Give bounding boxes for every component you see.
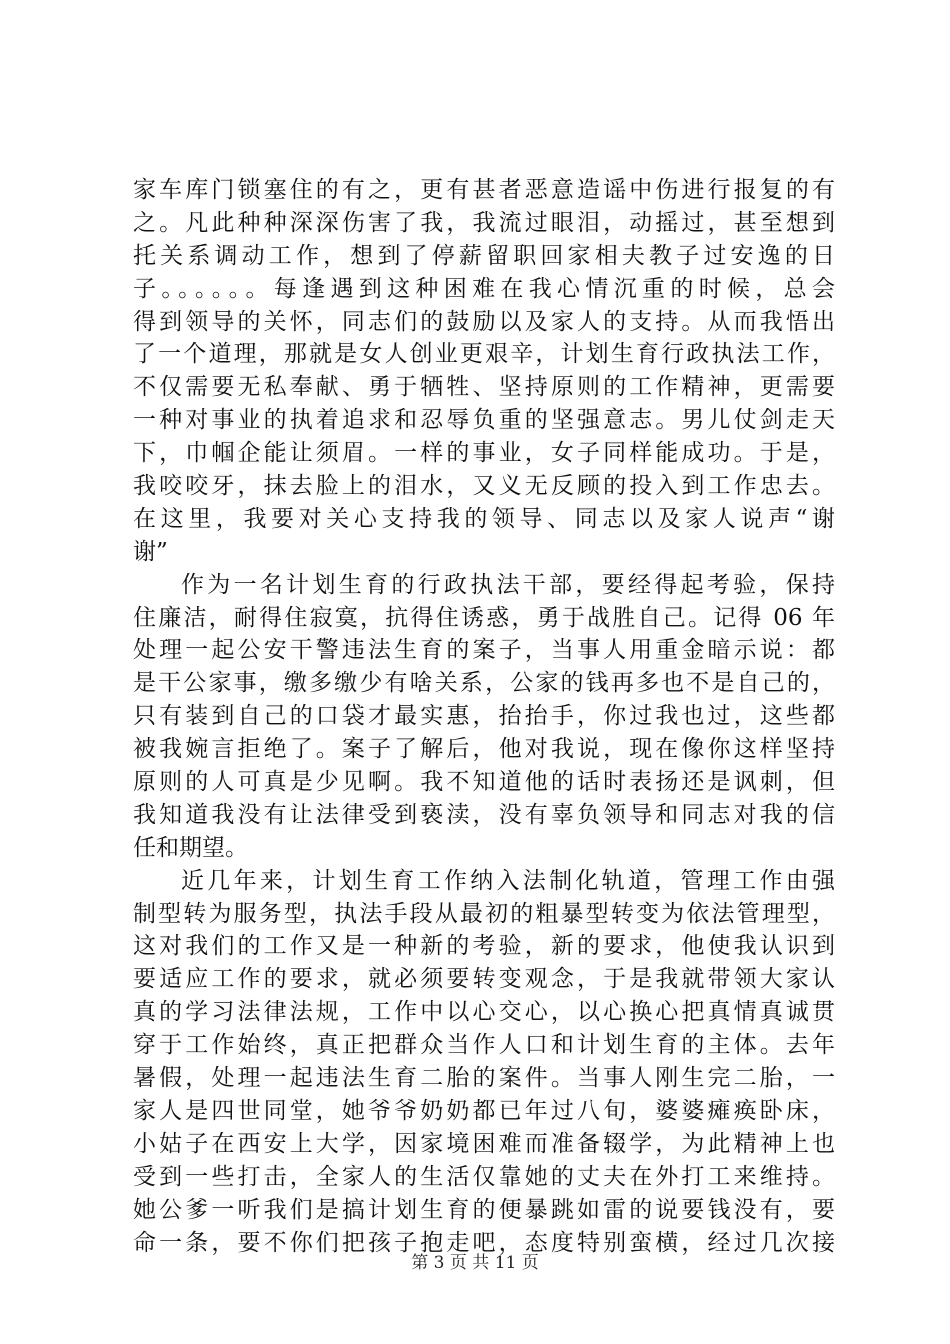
text-line: 受到一些打击，全家人的生活仅靠她的丈夫在外打工来维持。 [133,1163,835,1190]
text-line: 要适应工作的要求，就必须要转变观念，于是我就带领大家认 [133,966,835,993]
text-line: 之。凡此种种深深伤害了我，我流过眼泪，动摇过，甚至想到 [133,209,835,236]
text-line: 她公爹一听我们是搞计划生育的便暴跳如雷的说要钱没有，要 [133,1196,835,1223]
text-line: 托关系调动工作，想到了停薪留职回家相夫教子过安逸的日 [133,242,835,269]
text-line: 是干公家事，缴多缴少有啥关系，公家的钱再多也不是自己的， [133,670,835,697]
page-footer: 第 3 页 共 11 页 [411,1253,539,1273]
text-line: 暑假，处理一起违法生育二胎的案件。当事人刚生完二胎，一 [133,1065,835,1092]
text-line: 被我婉言拒绝了。案子了解后，他对我说，现在像你这样坚持 [133,736,835,763]
text-line: 制型转为服务型，执法手段从最初的粗暴型转变为依法管理型， [133,900,835,927]
text-line: 我知道我没有让法律受到亵渎，没有辜负领导和同志对我的信 [133,801,835,828]
text-line: 这对我们的工作又是一种新的考验，新的要求，他使我认识到 [133,933,835,960]
text-line: 只有装到自己的口袋才最实惠，抬抬手，你过我也过，这些都 [133,703,835,730]
text-line: 作为一名计划生育的行政执法干部，要经得起考验，保持 [181,571,835,598]
text-line: 真的学习法律法规，工作中以心交心，以心换心把真情真诚贯 [133,999,835,1026]
text-line: 近几年来，计划生育工作纳入法制化轨道，管理工作由强 [181,867,835,894]
text-line: 在这里，我要对关心支持我的领导、同志以及家人说声“谢 [133,505,835,532]
text-line: 穿于工作始终，真正把群众当作人口和计划生育的主体。去年 [133,1032,835,1059]
text-line: 得到领导的关怀，同志们的鼓励以及家人的支持。从而我悟出 [133,308,835,335]
text-line: 谢” [133,538,168,565]
text-line: 了一个道理，那就是女人创业更艰辛，计划生育行政执法工作， [133,341,835,368]
text-line: 小姑子在西安上大学，因家境困难而准备辍学，为此精神上也 [133,1130,835,1157]
text-line: 家车库门锁塞住的有之，更有甚者恶意造谣中伤进行报复的有 [133,177,835,203]
text-line: 我咬咬牙，抹去脸上的泪水，又义无反顾的投入到工作忠去。 [133,473,835,500]
text-line: 不仅需要无私奉献、勇于牺牲、坚持原则的工作精神，更需要 [133,374,835,401]
text-line: 下，巾帼企能让须眉。一样的事业，女子同样能成功。于是， [133,440,835,467]
text-line: 家人是四世同堂，她爷爷奶奶都已年过八旬，婆婆瘫痪卧床， [133,1097,835,1124]
text-line: 处理一起公安干警违法生育的案子，当事人用重金暗示说：都 [133,637,835,664]
text-line: 命一条，要不你们把孩子抱走吧，态度特别蛮横，经过几次接 [133,1229,835,1256]
text-line: 子。。。。。。每逢遇到这种困难在我心情沉重的时候，总会 [133,275,835,302]
text-line: 原则的人可真是少见啊。我不知道他的话时表扬还是讽刺，但 [133,769,835,796]
text-line: 住廉洁，耐得住寂寞，抗得住诱惑，勇于战胜自己。记得 06 年 [133,604,835,631]
text-line: 任和期望。 [133,834,248,861]
text-line: 一种对事业的执着追求和忍辱负重的坚强意志。男儿仗剑走天 [133,407,835,434]
document-body [133,174,835,1259]
